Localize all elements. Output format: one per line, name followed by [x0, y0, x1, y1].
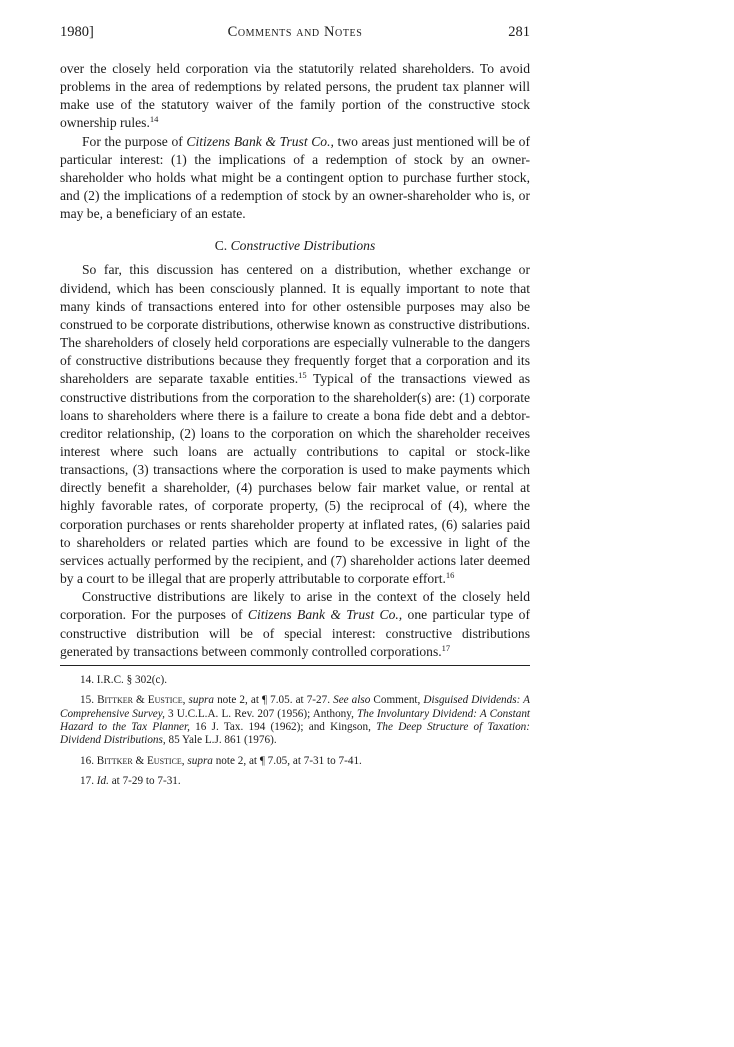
footnote-14: 14. I.R.C. § 302(c).: [80, 673, 168, 686]
section-heading: [60, 237, 530, 255]
citation-text: note 2, at ¶ 7.05, at 7-31 to 7-41.: [212, 754, 362, 767]
header-journal-section: Comments and Notes: [227, 24, 363, 40]
citation-text: 16 J. Tax. 194 (1962); and Kingson,: [189, 721, 377, 734]
footnote-16: [60, 755, 530, 768]
article-title: Disguised Dividends: A Comprehensive Survey,: [60, 694, 531, 720]
author-name: Bittker & Eustice,: [97, 694, 186, 707]
paragraph-3: [60, 261, 530, 588]
footnote-ref-16: 16: [445, 570, 455, 581]
paragraph-3-text-b: Typical of the transactions viewed as constructive distributions from the corporation to the shareholder(s) are: (1) corporate loans to shareholders where there is a failure to create a bona fide debt and a debtor-creditor relationship, (2) loans to the corporation on which the shareholder receives interest where such loans are actually contributions to capital or stock-like transactions, (3) transactions where the corporation is used to make payments which directly benefit a shareholder, (4) purchases below fair market value, or rental at highly favorable rates, of corporate property, (5) the reciprocal of (4), where the corporation purchases or rents shareholder property at inflated rates, (6) salaries paid to shareholders or related parties which are found to be excessive in light of the services actually performed by the recipient, and (7) shareholder actions later deemed by a court to be illegal that are properly attributable to corporate effort.: [60, 371, 531, 587]
paragraph-2-text-b: two areas just mentioned will be of particular interest: (1) the implications of a redemption of stock by an owner-shareholder who holds what might be a contingent option to purchase further stock, and (2) the implications of a redemption of stock by an owner-shareholder who is, or may be, a beneficiary of an estate.: [60, 133, 531, 222]
paragraph-2-text-a: For the purpose of: [82, 133, 187, 149]
citation-signal: See also: [333, 694, 371, 707]
article-title: The Deep Structure of Taxation: Dividend Distributions,: [60, 721, 530, 747]
section-title: Constructive Distributions: [230, 238, 376, 254]
paragraph-4-text-b: one particular type of constructive distribution will be of special interest: constructive distributions generated by transactions between commonly controlled corporations.: [60, 607, 530, 659]
citation-text: 85 Yale L.J. 861 (1976).: [165, 734, 277, 747]
footnote-ref-15: 15: [298, 370, 307, 381]
citation-text: Comment,: [370, 694, 424, 707]
case-name: Citizens Bank & Trust Co.,: [247, 607, 403, 623]
document-page: [60, 24, 530, 796]
footnote-17: [60, 775, 530, 788]
header-page-number: 281: [508, 24, 530, 40]
author-name: Bittker & Eustice,: [96, 754, 185, 767]
footnotes: [60, 674, 530, 789]
citation-signal: supra: [188, 694, 215, 707]
citation-text: 3 U.C.L.A. L. Rev. 207 (1956); Anthony,: [164, 707, 358, 720]
footnote-15: [60, 694, 530, 748]
running-header: [60, 24, 530, 46]
paragraph-2: [60, 133, 530, 224]
footnote-ref-14: 14: [149, 114, 159, 125]
citation-signal: supra: [187, 754, 213, 767]
paragraph-4-text-a: Constructive distributions are likely to arise in the context of the closely held corporation. For the purposes of: [60, 589, 530, 623]
paragraph-3-text-a: So far, this discussion has centered on a distribution, whether exchange or dividend, which has been consciously planned. It is equally important to note that many kinds of transactions entered into for other ostensible purposes may also be construed to be corporate distributions, otherwise known as constructive distributions. The shareholders of closely held corporations are especially vulnerable to the dangers of constructive distributions because they frequently forget that a corporation and its shareholders are separate taxable entities.: [60, 262, 530, 387]
citation-text: note 2, at ¶ 7.05. at 7-27.: [214, 694, 334, 707]
paragraph-1: [60, 60, 530, 133]
case-name: Citizens Bank & Trust Co.,: [186, 133, 334, 149]
footnote-divider: [60, 665, 530, 666]
header-year: 1980]: [60, 24, 94, 40]
article-title: The Involuntary Dividend: A Constant Hazard to the Tax Planner,: [60, 707, 531, 734]
paragraph-1-text: over the closely held corporation via the statutorily related shareholders. To avoid problems in the area of redemptions by related persons, the prudent tax planner will make use of the statutory waiver of the family portion of the constructive stock ownership rules.: [60, 61, 530, 131]
citation-signal: Id.: [96, 775, 109, 788]
footnote-number: 15.: [80, 694, 94, 707]
body-text: [60, 60, 530, 661]
citation-text: at 7-29 to 7-31.: [108, 775, 181, 788]
footnote-number: 17.: [80, 775, 94, 788]
paragraph-4: [60, 588, 530, 661]
footnote-ref-17: 17: [441, 642, 451, 653]
section-letter: C.: [214, 238, 228, 254]
footnote-number: 16.: [80, 754, 94, 767]
